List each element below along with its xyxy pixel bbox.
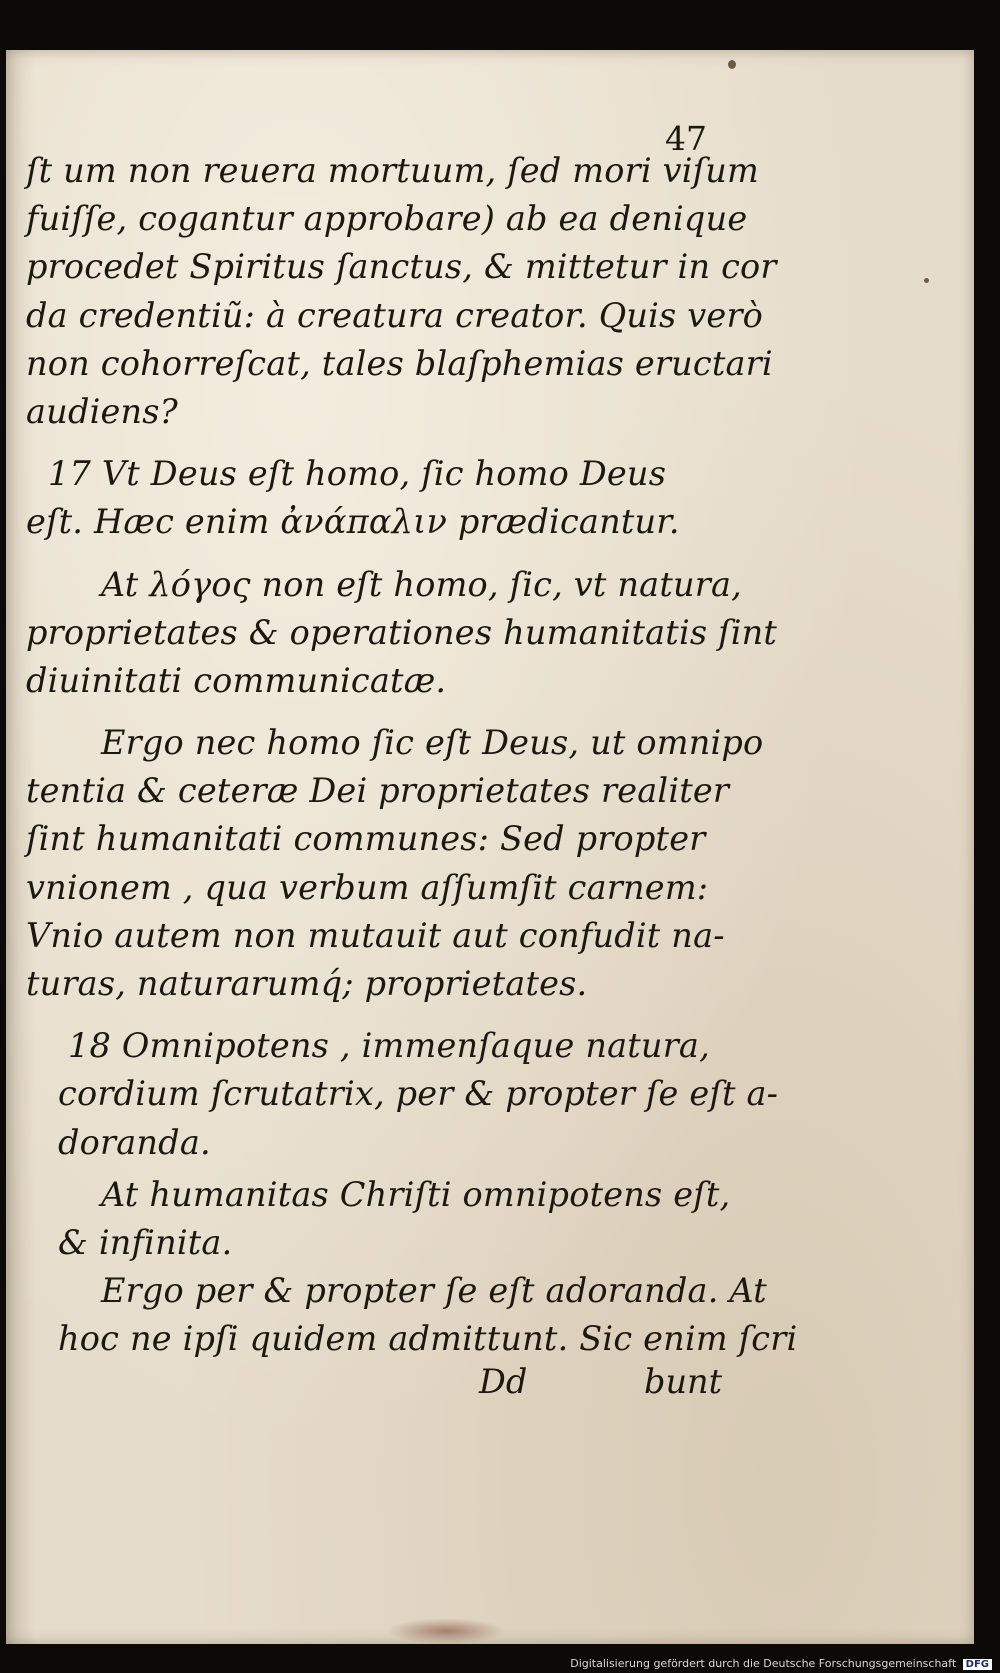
page-number: 47 (665, 119, 707, 158)
text-line: Ergo per & propter ſe eſt adoranda. At (101, 1271, 767, 1311)
text-line: At λόγος non eſt homo, ſic, vt natura, (101, 564, 743, 604)
text-line: doranda. (58, 1122, 211, 1162)
text-line: audiens? (26, 391, 178, 431)
signature-line (26, 1362, 726, 1410)
text-line: vnionem , qua verbum aſſumſit carnem: (26, 867, 709, 907)
text-line: da credentiũ: à creatura creator. Quis verò (26, 295, 764, 335)
dfg-logo: DFG (963, 1659, 992, 1670)
signature-mark: Dd (479, 1362, 528, 1401)
text-line: ſint humanitati communes: Sed propter (26, 819, 706, 859)
text-line: cordium ſcrutatrix, per & propter ſe eſt a- (58, 1074, 779, 1114)
text-line: tentia & ceteræ Dei proprietates realiter (26, 771, 730, 811)
text-line: procedet Spiritus ſanctus, & mittetur in cor (26, 247, 777, 287)
text-line: fuiſſe, cogantur approbare) ab ea denique (26, 199, 748, 239)
text-line: At humanitas Chriſti omnipotens eſt, (101, 1174, 731, 1214)
text-line: & infinita. (58, 1222, 233, 1262)
catchword: bunt (644, 1362, 723, 1401)
page-stain (386, 1618, 506, 1644)
text-line: hoc ne ipſi quidem admittunt. Sic enim ſcri (58, 1319, 798, 1359)
text-line: Vnio autem non mutauit aut confudit na- (26, 915, 725, 955)
credit-text: Digitalisierung gefördert durch die Deutsche Forschungsgemeinschaft (570, 1657, 957, 1670)
text-line: non cohorreſcat, tales blaſphemias eructari (26, 343, 773, 383)
digitization-credit (570, 1657, 992, 1670)
text-line: diuinitati communicatæ. (26, 660, 447, 700)
text-line: turas, naturarumq́; proprietates. (26, 964, 588, 1003)
text-line: 17 Vt Deus eſt homo, ſic homo Deus (48, 454, 667, 494)
text-line: ſt um non reuera mortuum, ſed mori viſum (26, 151, 759, 190)
text-line: 18 Omnipotens , immenſaque natura, (68, 1026, 710, 1066)
page-speck (728, 60, 736, 69)
page-speck (924, 278, 929, 283)
text-line: proprietates & operationes humanitatis ſint (26, 612, 778, 652)
body-text (26, 147, 798, 1364)
text-line: eſt. Hæc enim ἀνάπαλιν prædicantur. (26, 502, 680, 542)
text-line: Ergo nec homo ſic eſt Deus, ut omnipo (101, 723, 764, 763)
